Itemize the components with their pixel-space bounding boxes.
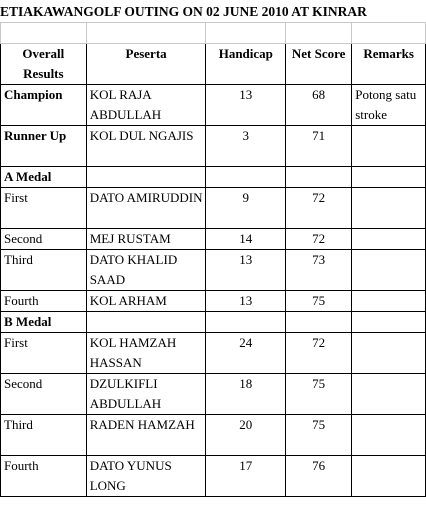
cell[interactable] [352, 23, 426, 44]
peserta-cell[interactable]: DATO YUNUS LONG [86, 456, 206, 497]
result-cell[interactable]: Fourth [1, 291, 87, 312]
header-net-score[interactable]: Net Score [286, 44, 352, 85]
remarks-cell[interactable] [352, 456, 426, 497]
peserta-cell[interactable]: DATO AMIRUDDIN [86, 188, 206, 229]
net-score-cell[interactable]: 68 [286, 85, 352, 126]
header-peserta[interactable]: Peserta [86, 44, 206, 85]
result-cell[interactable]: Fourth [1, 456, 87, 497]
handicap-cell[interactable]: 20 [206, 415, 286, 456]
handicap-cell[interactable]: 14 [206, 229, 286, 250]
handicap-cell[interactable]: 13 [206, 291, 286, 312]
results-table [0, 22, 426, 497]
table-row [1, 85, 426, 126]
cell[interactable] [352, 167, 426, 188]
result-cell[interactable]: Third [1, 415, 87, 456]
table-row [1, 333, 426, 374]
table-row [1, 126, 426, 167]
table-row [1, 374, 426, 415]
header-handicap[interactable]: Handicap [206, 44, 286, 85]
section-label[interactable]: A Medal [1, 167, 87, 188]
peserta-cell[interactable]: KOL HAMZAH HASSAN [86, 333, 206, 374]
table-row [1, 456, 426, 497]
section-label[interactable]: B Medal [1, 312, 87, 333]
peserta-cell[interactable]: RADEN HAMZAH [86, 415, 206, 456]
header-overall-results[interactable]: Overall Results [1, 44, 87, 85]
remarks-cell[interactable] [352, 374, 426, 415]
remarks-cell[interactable]: Potong satu stroke [352, 85, 426, 126]
cell[interactable] [286, 312, 352, 333]
handicap-cell[interactable]: 9 [206, 188, 286, 229]
table-row [1, 291, 426, 312]
handicap-cell[interactable]: 18 [206, 374, 286, 415]
result-cell[interactable]: First [1, 188, 87, 229]
remarks-cell[interactable] [352, 188, 426, 229]
peserta-cell[interactable]: KOL DUL NGAJIS [86, 126, 206, 167]
result-cell[interactable]: Second [1, 374, 87, 415]
result-cell[interactable]: Third [1, 250, 87, 291]
result-cell[interactable]: First [1, 333, 87, 374]
result-cell[interactable]: Second [1, 229, 87, 250]
section-row [1, 167, 426, 188]
handicap-cell[interactable]: 17 [206, 456, 286, 497]
sheet-title: ETIAKAWANGOLF OUTING ON 02 JUNE 2010 AT KINRAR [0, 4, 367, 19]
header-row [1, 44, 426, 85]
remarks-cell[interactable] [352, 229, 426, 250]
remarks-cell[interactable] [352, 291, 426, 312]
peserta-cell[interactable]: DZULKIFLI ABDULLAH [86, 374, 206, 415]
cell[interactable] [206, 167, 286, 188]
net-score-cell[interactable]: 72 [286, 333, 352, 374]
peserta-cell[interactable]: KOL RAJA ABDULLAH [86, 85, 206, 126]
table-row [1, 229, 426, 250]
peserta-cell[interactable]: KOL ARHAM [86, 291, 206, 312]
cell[interactable] [206, 23, 286, 44]
cell[interactable] [86, 167, 206, 188]
net-score-cell[interactable]: 71 [286, 126, 352, 167]
remarks-cell[interactable] [352, 126, 426, 167]
cell[interactable] [1, 23, 87, 44]
net-score-cell[interactable]: 75 [286, 291, 352, 312]
result-cell[interactable]: Champion [1, 85, 87, 126]
cell[interactable] [86, 23, 206, 44]
handicap-cell[interactable]: 24 [206, 333, 286, 374]
table-row [1, 250, 426, 291]
handicap-cell[interactable]: 13 [206, 85, 286, 126]
net-score-cell[interactable]: 72 [286, 229, 352, 250]
peserta-cell[interactable]: MEJ RUSTAM [86, 229, 206, 250]
cell[interactable] [86, 312, 206, 333]
handicap-cell[interactable]: 13 [206, 250, 286, 291]
handicap-cell[interactable]: 3 [206, 126, 286, 167]
remarks-cell[interactable] [352, 333, 426, 374]
net-score-cell[interactable]: 73 [286, 250, 352, 291]
net-score-cell[interactable]: 75 [286, 374, 352, 415]
section-row [1, 312, 426, 333]
remarks-cell[interactable] [352, 415, 426, 456]
remarks-cell[interactable] [352, 250, 426, 291]
cell[interactable] [206, 312, 286, 333]
net-score-cell[interactable]: 75 [286, 415, 352, 456]
cell[interactable] [286, 23, 352, 44]
peserta-cell[interactable]: DATO KHALID SAAD [86, 250, 206, 291]
cell[interactable] [286, 167, 352, 188]
header-remarks[interactable]: Remarks [352, 44, 426, 85]
blank-row [1, 23, 426, 44]
result-cell[interactable]: Runner Up [1, 126, 87, 167]
cell[interactable] [352, 312, 426, 333]
table-row [1, 415, 426, 456]
net-score-cell[interactable]: 76 [286, 456, 352, 497]
table-row [1, 188, 426, 229]
net-score-cell[interactable]: 72 [286, 188, 352, 229]
